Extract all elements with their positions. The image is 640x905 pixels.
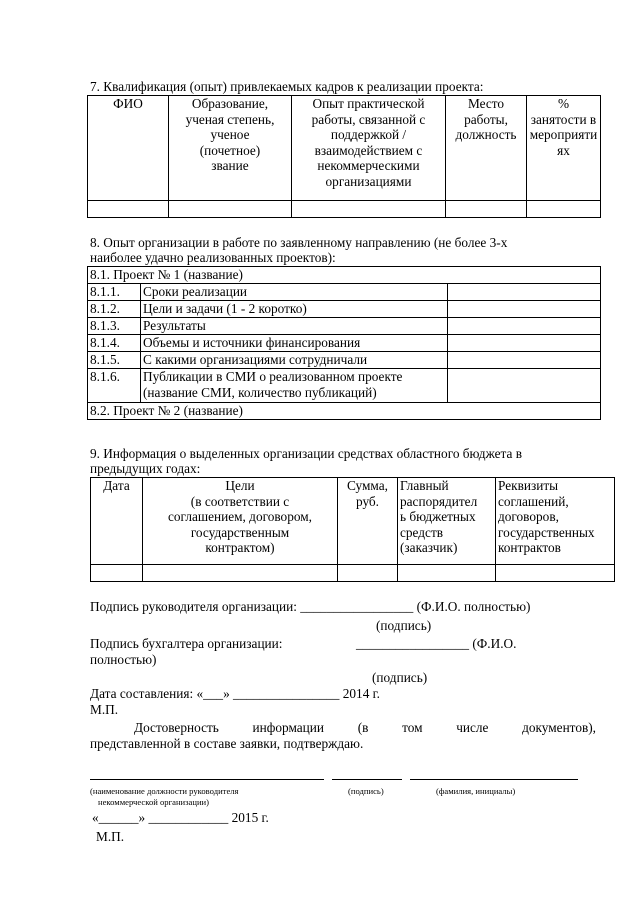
stamp-place-2: М.П. [96,829,125,844]
row-label: Объемы и источники финансирования [141,335,448,352]
position-caption: (наименование должности руководителя [90,786,239,796]
table-cell [448,335,601,352]
row-num: 8.1.1. [88,284,141,301]
col-distributor: Главный распорядител ь бюджетных средств (заказчик) [398,478,496,565]
accountant-line2: полностью) [90,652,157,667]
table-row [88,403,601,420]
project2-title: 8.2. Проект № 2 (название) [88,403,601,420]
row-num: 8.1.5. [88,352,141,369]
staff-table [87,95,601,218]
head-signature-line: Подпись руководителя организации: _________________ (Ф.И.О. полностью) [90,599,531,614]
text-word: информации [252,720,325,735]
name-rule [410,779,578,780]
col-fio: ФИО [88,96,169,201]
table-cell [143,565,338,582]
section9-heading-1: 9. Информация о выделенных организации средствах областного бюджета в [90,446,522,461]
table-row [88,352,601,369]
text-word: Достоверность [134,720,219,735]
table-cell [448,369,601,403]
row-label: С какими организациями сотрудничали [141,352,448,369]
projects-table [87,266,601,420]
table-cell [88,201,169,218]
accountant-caption: (подпись) [372,670,428,685]
table-cell [292,201,446,218]
col-experience: Опыт практической работы, связанной с поддержкой / взаимодействием с некоммерческими организациями [292,96,446,201]
col-workplace: Место работы, должность [446,96,527,201]
table-cell [398,565,496,582]
date-line-2: «______» ____________ 2015 г. [92,810,269,825]
row-num: 8.1.2. [88,301,141,318]
row-label: Цели и задачи (1 - 2 коротко) [141,301,448,318]
col-amount: Сумма, руб. [338,478,398,565]
col-requisites: Реквизиты соглашений, договоров, государственных контрактов [496,478,615,565]
col-education: Образование, ученая степень, ученое (почетное) звание [169,96,292,201]
row-num: 8.1.6. [88,369,141,403]
table-row [88,267,601,284]
table-cell [496,565,615,582]
section7-heading: 7. Квалификация (опыт) привлекаемых кадров к реализации проекта: [90,79,484,94]
row-label: Результаты [141,318,448,335]
section8-heading-2: наиболее удачно реализованных проектов): [90,250,336,265]
table-cell [448,352,601,369]
table-cell [91,565,143,582]
table-row [91,565,615,582]
table-row [88,201,601,218]
confirmation-line-1 [134,720,596,736]
date-line: Дата составления: «___» ________________ 2014 г. [90,686,380,701]
row-label: Публикации в СМИ о реализованном проекте (название СМИ, количество публикаций) [141,369,448,403]
budget-table-header [91,478,615,565]
row-label: Сроки реализации [141,284,448,301]
col-goals: Цели (в соответствии с соглашением, договором, государственным контрактом) [143,478,338,565]
table-cell [448,318,601,335]
table-cell [527,201,601,218]
table-row [88,301,601,318]
table-row [88,335,601,352]
row-num: 8.1.4. [88,335,141,352]
budget-table [90,477,615,582]
table-cell [446,201,527,218]
sign-caption: (подпись) [348,786,384,796]
project1-title: 8.1. Проект № 1 (название) [88,267,601,284]
table-row [88,284,601,301]
col-employment: % занятости в мероприяти ях [527,96,601,201]
staff-table-header [88,96,601,201]
table-row [88,318,601,335]
text-word: том [402,720,423,735]
table-cell [338,565,398,582]
confirmation-line-2: представленной в составе заявки, подтверждаю. [90,736,364,751]
sign-rule [332,779,402,780]
row-num: 8.1.3. [88,318,141,335]
accountant-field: _________________ (Ф.И.О. [356,636,517,651]
accountant-label: Подпись бухгалтера организации: [90,636,283,651]
text-word: (в [357,720,369,735]
position-caption-2: некоммерческой организации) [98,797,210,807]
section9-heading-2: предыдущих годах: [90,461,201,476]
table-cell [448,284,601,301]
head-signature-caption: (подпись) [376,618,432,633]
text-word: документов), [522,720,596,735]
stamp-place-1: М.П. [90,702,119,717]
name-caption: (фамилия, инициалы) [436,786,516,796]
col-date: Дата [91,478,143,565]
section8-heading-1: 8. Опыт организации в работе по заявленному направлению (не более 3-х [90,235,508,250]
position-rule [90,779,324,780]
table-cell [448,301,601,318]
table-row [88,369,601,403]
table-cell [169,201,292,218]
text-word: числе [456,720,489,735]
